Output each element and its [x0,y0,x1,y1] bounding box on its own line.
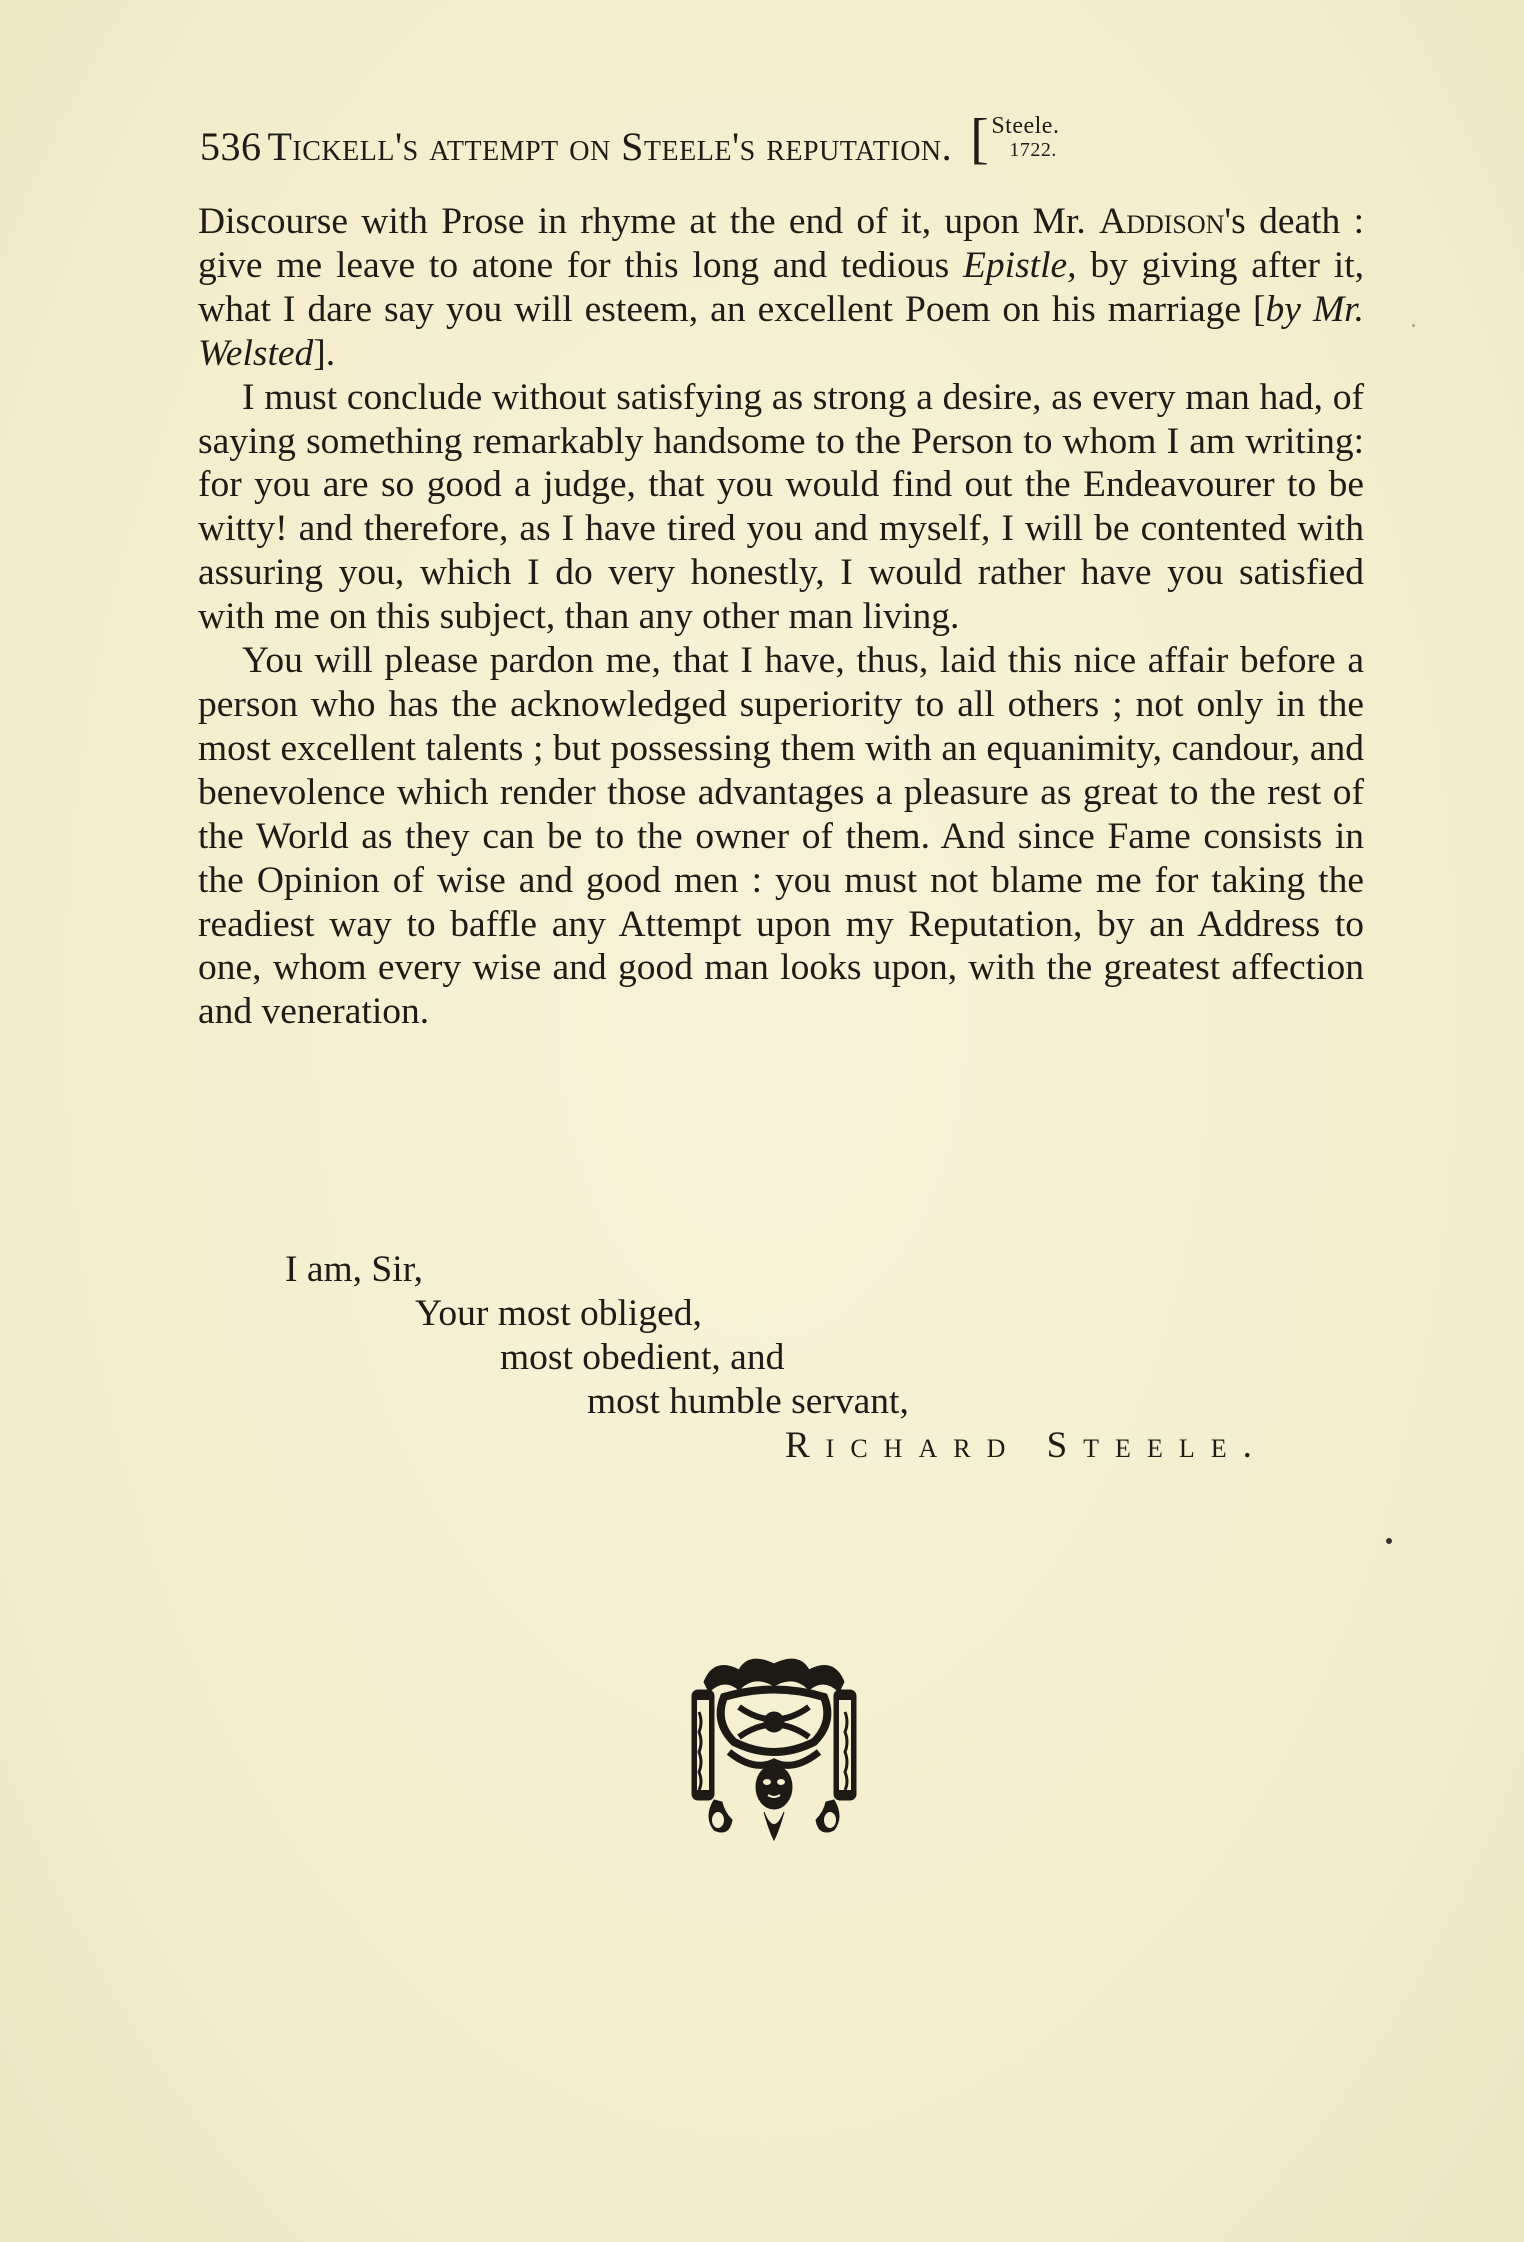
running-header [200,110,1380,170]
running-title: Tickell's attempt on Steele's reputation. [267,124,953,169]
italic-epistle: Epistle, [963,244,1077,286]
paragraph-pardon: You will please pardon me, that I have, thus, laid this nice affair before a person who has the acknowledged superiority to all others ; not only in the most excellent talents ; but possessing them with an equanimity, candour, and benevolence which render those advantages a pleasure as great to the rest of the World as they can be to the owner of them. And since Fame consists in the Opinion of wise and good men : you must not blame me for taking the readiest way to baffle any Attempt upon my Reputation, by an Address to one, whom every wise and good man looks upon, with the greatest affection and veneration. [198,640,1364,1033]
text-run: ]. [313,332,336,374]
text-run: Discourse with Prose in rhyme at the end of it, upon Mr. [198,201,1100,242]
print-speck [1412,324,1415,327]
signature: Richard Steele. [785,1425,1268,1466]
paragraph-conclude: I must conclude without satisfying as strong a desire, as every man had, of saying something remarkably handsome to the Person to whom I am writing: for you are so good a judge, that you would find out the Endeavourer to be witty! and therefore, as I have tired you and myself, I will be contented with assuring you, which I do very honestly, I would rather have you satisfied with me on this subject, than any other man living. [198,376,1364,638]
name-addison: Addison [1099,201,1225,242]
page-number: 536 [200,124,262,169]
decorative-tailpiece-icon [684,1652,864,1842]
author-date-bracket: [ Steele. 1722. [970,108,1060,170]
closing-line-obliged: Your most obliged, [415,1293,702,1334]
closing-line-obedient: most obedient, and [500,1337,785,1378]
closing-line-servant: most humble servant, [587,1381,909,1422]
print-speck [1386,1538,1392,1544]
text-run: 's death : give me leave to atone for this long and tedious [198,201,1364,286]
italic-attribution: by Mr. Welsted [198,288,1364,374]
bracket-author: Steele. [991,113,1060,139]
bracket-year: 1722. [1009,139,1057,161]
letter-body [198,200,1364,1034]
text-run: by giving after it, what I dare say you will esteem, an excellent Poem on his marriage [ [198,244,1365,330]
paragraph-continuation [198,200,1364,376]
closing-salutation: I am, Sir, [285,1249,424,1290]
